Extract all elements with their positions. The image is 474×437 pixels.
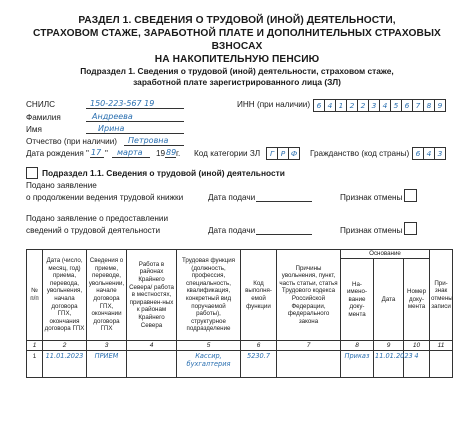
surname-underline — [86, 121, 184, 122]
birth-year-underline — [165, 157, 176, 158]
inn-cell[interactable]: 5 — [390, 99, 402, 112]
inn-cell[interactable]: 2 — [346, 99, 358, 112]
snils-label: СНИЛС — [26, 100, 55, 109]
activity-table — [26, 249, 453, 378]
event-date[interactable]: 11.01.2023 — [43, 351, 87, 378]
column-number: 5 — [177, 341, 241, 351]
job-department: бухгалтерия — [186, 359, 231, 368]
column-number: 9 — [374, 341, 404, 351]
subsection-1-1-title: Подраздел 1.1. Сведения о трудовой (иной) деятельности — [42, 168, 285, 178]
birth-day-underline — [90, 157, 104, 158]
inn-cell[interactable]: 6 — [401, 99, 413, 112]
application1-date-label: Дата подачи — [208, 193, 256, 202]
subsection-title-line: заработной плате зарегистрированного лица (ЗЛ) — [133, 77, 341, 87]
document-date[interactable]: 11.01.2023 — [374, 351, 404, 378]
patronymic-value[interactable]: Петровна — [128, 136, 169, 145]
category-cell[interactable]: Г — [266, 147, 278, 160]
north-work[interactable] — [127, 351, 177, 378]
snils-value[interactable]: 150-223-567 19 — [90, 99, 155, 108]
application1-date-field[interactable] — [256, 201, 312, 202]
table-row — [27, 351, 453, 378]
inn-label: ИНН (при наличии) — [237, 100, 311, 109]
table-header-row — [27, 250, 453, 259]
header-cell: Дата — [374, 259, 404, 341]
section-title-line: СТРАХОВОМ СТАЖЕ, ЗАРАБОТНОЙ ПЛАТЕ И ДОПОЛНИТЕЛЬНЫХ СТРАХОВЫХ ВЗНОСАХ — [33, 28, 441, 52]
category-cell[interactable]: Ф — [288, 147, 300, 160]
inn-cell[interactable]: 6 — [313, 99, 325, 112]
inn-cell[interactable]: 2 — [357, 99, 369, 112]
row-number: 1 — [27, 351, 43, 378]
header-cell: Работа в районах Крайнего Севера/ работа в местностях, приравнен-ных к районам Крайнего Севера — [127, 250, 177, 341]
patronymic-label: Отчество (при наличии) — [26, 137, 117, 146]
column-number: 10 — [404, 341, 430, 351]
birth-year-prefix: 19 — [156, 149, 166, 158]
header-cell: При-знак отмены записи — [430, 250, 453, 341]
job-position: Кассир, — [195, 352, 222, 360]
inn-cell[interactable]: 3 — [368, 99, 380, 112]
citizenship-cell[interactable]: 6 — [412, 147, 424, 160]
citizenship-cells[interactable] — [413, 147, 446, 160]
inn-cell[interactable]: 7 — [412, 99, 424, 112]
header-cell: Сведения о приеме, переводе, увольнении, начале договора ГПХ, окончании договора ГПХ — [87, 250, 127, 341]
category-cell[interactable]: Р — [277, 147, 289, 160]
column-number-row — [27, 341, 453, 351]
patronymic-underline — [124, 145, 184, 146]
header-cell: Дата (число, месяц, год) приема, перевода, увольнения, начала договора ГПХ, окончания договора ГПХ — [43, 250, 87, 341]
cancel-flag[interactable] — [430, 351, 453, 378]
inn-cells[interactable] — [314, 99, 446, 112]
inn-cell[interactable]: 4 — [324, 99, 336, 112]
birth-label: Дата рождения — [26, 149, 84, 158]
birth-month[interactable]: марта — [117, 148, 143, 157]
application2-cancel-label: Признак отмены — [340, 226, 403, 235]
event-type[interactable]: ПРИЕМ — [87, 351, 127, 378]
application1-cancel-checkbox[interactable] — [404, 189, 417, 202]
name-label: Имя — [26, 125, 42, 134]
inn-cell[interactable]: 9 — [434, 99, 446, 112]
category-label: Код категории ЗЛ — [194, 149, 261, 158]
application2-date-field[interactable] — [256, 234, 312, 235]
function-code[interactable]: 5230.7 — [241, 351, 277, 378]
application1-cancel-label: Признак отмены — [340, 193, 403, 202]
citizenship-label: Гражданство (код страны) — [310, 149, 410, 158]
birth-year-suffix[interactable]: 89 — [166, 148, 177, 157]
citizenship-cell[interactable]: 3 — [434, 147, 446, 160]
header-cell: Трудовая функция (должность, профессия, специальность, квалификация, конкретный вид поручаемой работы), структурное подразделение — [177, 250, 241, 341]
birth-quote-open: " — [86, 149, 89, 158]
application2-date-label: Дата подачи — [208, 226, 256, 235]
column-number: 8 — [341, 341, 374, 351]
column-number: 4 — [127, 341, 177, 351]
name-underline — [86, 133, 184, 134]
birth-year-word: г. — [176, 149, 181, 158]
section-title-line: РАЗДЕЛ 1. СВЕДЕНИЯ О ТРУДОВОЙ (ИНОЙ) ДЕЯТЕЛЬНОСТИ, — [78, 15, 396, 26]
inn-cell[interactable]: 4 — [379, 99, 391, 112]
birth-day[interactable]: 17 — [91, 148, 102, 157]
birth-month-underline — [112, 157, 150, 158]
subsection-1-1-checkbox[interactable] — [26, 167, 38, 179]
citizenship-cell[interactable]: 4 — [423, 147, 435, 160]
birth-quote-close: " — [105, 149, 108, 158]
application2-line2: сведений о трудовой деятельности — [26, 226, 161, 235]
group-header-cell: Основание — [341, 250, 430, 259]
inn-cell[interactable]: 8 — [423, 99, 435, 112]
header-cell: На-имено-вание доку-мента — [341, 259, 374, 341]
job-function[interactable] — [177, 351, 241, 378]
name-value[interactable]: Ирина — [98, 124, 125, 133]
inn-cell[interactable]: 1 — [335, 99, 347, 112]
column-number: 2 — [43, 341, 87, 351]
section-title — [30, 14, 444, 66]
application1-line2: о продолжении ведения трудовой книжки — [26, 193, 184, 202]
column-number: 6 — [241, 341, 277, 351]
header-cell: Причины увольнения, пункт, часть статьи, статья Трудового кодекса Российской Федерации, федерального закона — [277, 250, 341, 341]
dismissal-reason[interactable] — [277, 351, 341, 378]
header-cell: Код выполня-емой функции — [241, 250, 277, 341]
column-number: 11 — [430, 341, 453, 351]
header-cell: № п/п — [27, 250, 43, 341]
application2-line1: Подано заявление о предоставлении — [26, 214, 169, 223]
column-number: 3 — [87, 341, 127, 351]
subsection-title-line: Подраздел 1. Сведения о трудовой (иной) деятельности, страховом стаже, — [80, 66, 394, 76]
snils-underline — [86, 108, 184, 109]
category-cells[interactable] — [267, 147, 300, 160]
application2-cancel-checkbox[interactable] — [404, 222, 417, 235]
application1-line1: Подано заявление — [26, 181, 97, 190]
section-title-line: НА НАКОПИТЕЛЬНУЮ ПЕНСИЮ — [154, 54, 320, 65]
surname-value[interactable]: Андреева — [92, 112, 133, 121]
document-number[interactable]: 4 — [404, 351, 430, 378]
column-number: 7 — [277, 341, 341, 351]
header-cell: Номер доку-мента — [404, 259, 430, 341]
column-number: 1 — [27, 341, 43, 351]
surname-label: Фамилия — [26, 113, 61, 122]
document-name[interactable]: Приказ — [341, 351, 374, 378]
subsection-title — [40, 66, 434, 88]
